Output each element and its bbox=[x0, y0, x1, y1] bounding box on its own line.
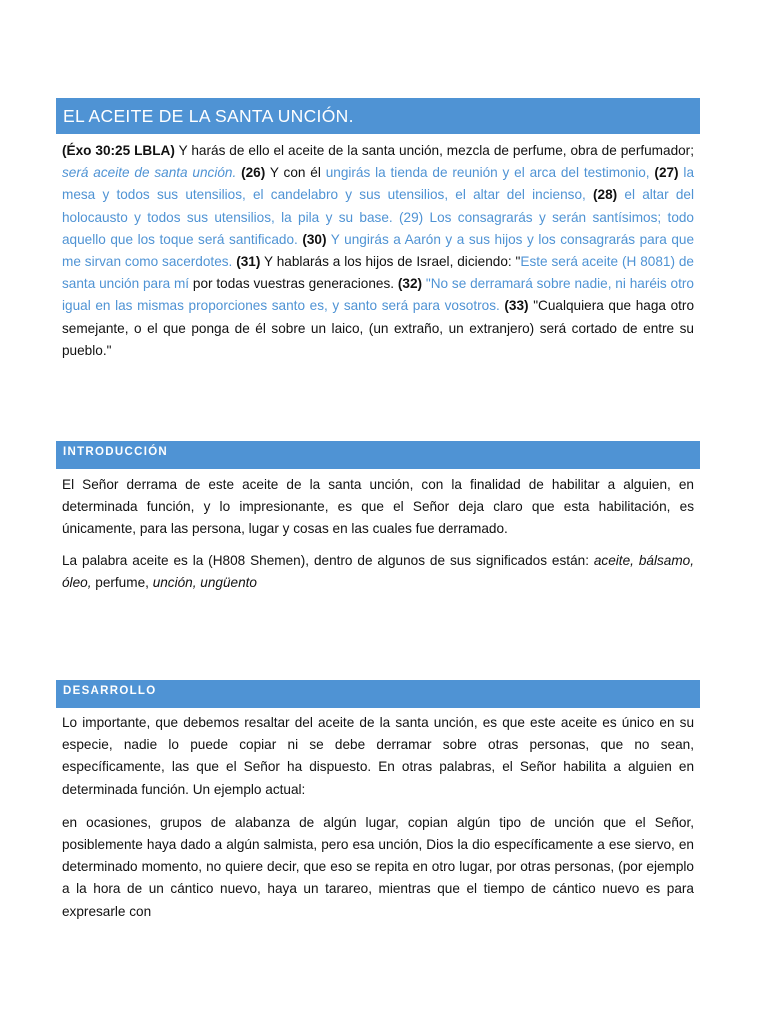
meaning-terms: aceite, bálsamo, óleo, bbox=[62, 552, 694, 590]
verse-text: por todas vuestras generaciones. bbox=[189, 276, 395, 292]
verse-text: "Cualquiera que haga otro semejante, o el que ponga de él sobre un laico, (un extraño, un extranjero) será cortado de entre su pueblo." bbox=[62, 298, 694, 358]
development-section bbox=[62, 712, 694, 923]
development-paragraph-example: en ocasiones, grupos de alabanza de algún lugar, copian algún tipo de unción que el Señor, posiblemente haya dado a algún salmista, pero esa unción, Dios la dio específicamente a ese siervo, en determinado momento, no quiere decir, que eso se repita en otro lugar, por otras personas, (por ejemplo a la hora de un cántico nuevo, haya un tarareo, mientras que el tiempo de cántico nuevo es para expresarle con bbox=[62, 814, 694, 919]
scripture-paragraph bbox=[62, 140, 694, 362]
verse-highlight: Y ungirás a Aarón y a sus hijos y los consagrarás para que me sirvan como sacerdotes. bbox=[62, 231, 695, 270]
intro-title: INTRODUCCIÓN bbox=[63, 446, 169, 458]
title-banner bbox=[56, 98, 700, 134]
verse-number: (32) bbox=[394, 276, 423, 292]
intro-section bbox=[62, 474, 694, 594]
verse-number: (33) bbox=[499, 298, 529, 314]
verse-highlight: el altar del holocausto y todos sus utensilios, la pila y su base. bbox=[62, 187, 695, 225]
verse-highlight: la mesa y todos sus utensilios, el candelabro y sus utensilios, el altar del incienso, bbox=[62, 165, 695, 203]
development-title: DESARROLLO bbox=[63, 685, 157, 697]
verse-text: Y con él bbox=[265, 165, 326, 181]
verse-highlight: ungirás la tienda de reunión y el arca del testimonio, bbox=[325, 165, 650, 181]
verse-highlight: será aceite de santa unción. bbox=[62, 165, 237, 181]
meaning-mid: perfume, bbox=[91, 574, 153, 590]
page-title: EL ACEITE DE LA SANTA UNCIÓN. bbox=[63, 106, 354, 126]
verse-number: (27) bbox=[649, 165, 679, 181]
verse-number: (28) bbox=[585, 187, 618, 203]
meaning-lead: La palabra aceite es la (H808 Shemen), dentro de algunos de sus significados están: bbox=[62, 552, 594, 568]
intro-paragraph-meaning bbox=[62, 550, 694, 594]
scripture-passage bbox=[62, 140, 694, 362]
verse-reference: (Éxo 30:25 LBLA) bbox=[62, 143, 175, 158]
verse-number: (30) bbox=[297, 231, 327, 247]
development-paragraph: Lo importante, que debemos resaltar del aceite de la santa unción, es que este aceite es único en su especie, nadie lo puede copiar ni se debe derramar sobre otras personas, que no sean, específicamente, las que el Señor ha dispuesto. En otras palabras, el Señor habilita a alguien en determinada función. Un ejemplo actual: bbox=[62, 715, 694, 797]
verse-number: (31) bbox=[232, 254, 261, 270]
intro-paragraph: El Señor derrama de este aceite de la santa unción, con la finalidad de habilitar a alguien, en determinada función, y lo impresionante, es que el Señor deja claro que esta habilitación, es únicamente, para las persona, lugar y cosas en las cuales fue derramado. bbox=[62, 477, 694, 537]
verse-highlight: (29) Los consagrarás y serán santísimos; todo aquello que los toque será santificado. bbox=[62, 209, 694, 247]
development-banner bbox=[56, 680, 700, 708]
intro-banner bbox=[56, 441, 700, 469]
verse-number: (26) bbox=[236, 165, 266, 181]
verse-highlight: "No se derramará sobre nadie, ni haréis otro igual en las mismas proporciones santo es, y santo será para vosotros. bbox=[62, 276, 694, 314]
verse-text: Y hablarás a los hijos de Israel, diciendo: " bbox=[260, 254, 521, 270]
verse-text: Y harás de ello el aceite de la santa unción, mezcla de perfume, obra de perfumador; bbox=[174, 143, 694, 158]
verse-highlight: Este será aceite (H 8081) de santa unción para mí bbox=[62, 254, 694, 292]
meaning-terms: unción, ungüento bbox=[152, 574, 257, 590]
